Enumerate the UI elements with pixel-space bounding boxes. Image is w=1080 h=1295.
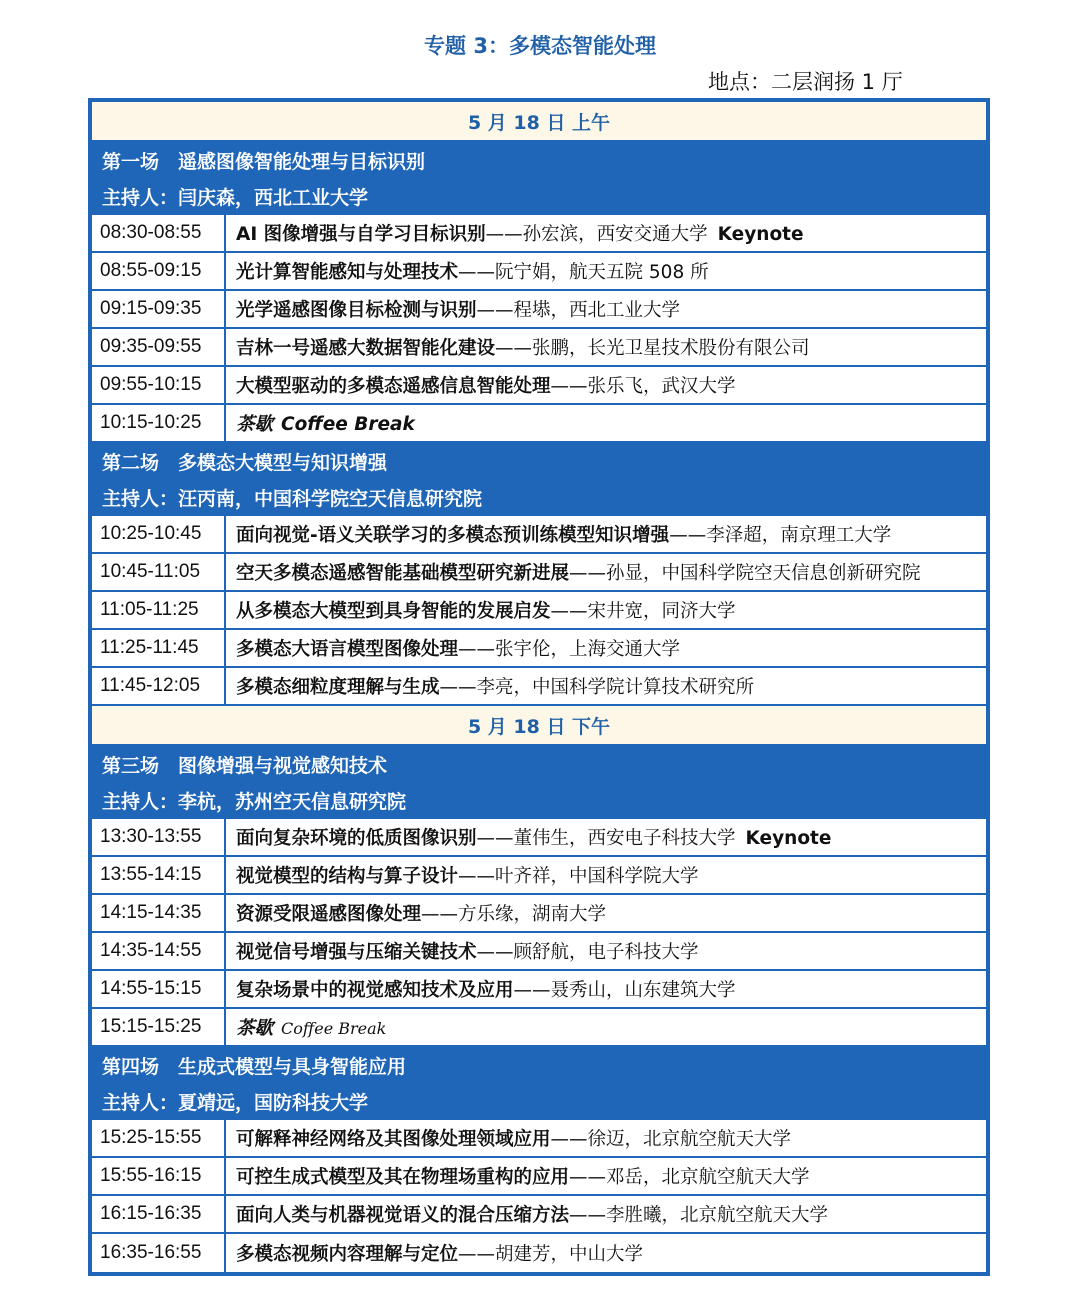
talk-time: 14:55-15:15 — [92, 971, 226, 1007]
session-title — [92, 746, 986, 783]
session-title-text: 第四场 生成式模型与具身智能应用 — [102, 1056, 407, 1078]
topic-title: 专题 3：多模态智能处理 — [424, 34, 656, 58]
talk-title: 空天多模态遥感智能基础模型研究新进展 — [236, 563, 570, 584]
talk-speaker: ——方乐缘，湖南大学 — [421, 904, 607, 925]
talk-speaker: ——张鹏，长光卫星技术股份有限公司 — [495, 338, 810, 359]
talk-content — [226, 1240, 643, 1266]
talk-speaker: ——张乐飞，武汉大学 — [550, 376, 736, 397]
talk-row — [92, 253, 986, 291]
talk-time: 09:55-10:15 — [92, 367, 226, 403]
talk-row — [92, 1158, 986, 1196]
talk-title: 光计算智能感知与处理技术 — [236, 262, 459, 283]
talk-time: 15:55-16:15 — [92, 1158, 226, 1194]
session-title — [92, 443, 986, 480]
break-label-en: Coffee Break — [281, 1019, 387, 1038]
talk-time: 14:35-14:55 — [92, 933, 226, 969]
talk-title: 多模态视频内容理解与定位 — [236, 1244, 459, 1265]
talk-row — [92, 630, 986, 668]
venue-label: 地点：二层润扬 1 厅 — [708, 70, 903, 94]
talk-row — [92, 933, 986, 971]
day-label: 5 月 18 日 下午 — [467, 715, 611, 738]
talk-speaker: ——聂秀山，山东建筑大学 — [513, 980, 736, 1001]
talk-row — [92, 291, 986, 329]
talk-time: 11:05-11:25 — [92, 592, 226, 628]
break-content — [226, 410, 415, 436]
talk-content — [226, 900, 606, 926]
talk-row — [92, 367, 986, 405]
talk-content — [226, 938, 699, 964]
talk-speaker: ——胡建芳，中山大学 — [458, 1244, 644, 1265]
keynote-label: Keynote — [717, 224, 804, 245]
keynote-label: Keynote — [745, 828, 832, 849]
day-header — [92, 706, 986, 746]
talk-title: 可解释神经网络及其图像处理领域应用 — [236, 1129, 551, 1150]
talk-speaker: ——顾舒航，电子科技大学 — [476, 942, 699, 963]
session-title-text: 第二场 多模态大模型与知识增强 — [102, 452, 388, 474]
talk-content — [226, 976, 736, 1002]
talk-content — [226, 673, 754, 699]
session-title — [92, 1047, 986, 1084]
talk-speaker: ——李泽超，南京理工大学 — [669, 525, 892, 546]
talk-time: 10:15-10:25 — [92, 405, 226, 441]
talk-speaker: ——徐迈，北京航空航天大学 — [550, 1129, 792, 1150]
talk-time: 15:15-15:25 — [92, 1009, 226, 1045]
talk-time: 08:55-09:15 — [92, 253, 226, 289]
break-content — [226, 1014, 386, 1040]
talk-title: 大模型驱动的多模态遥感信息智能处理 — [236, 376, 551, 397]
talk-row — [92, 668, 986, 706]
talk-content — [226, 597, 736, 623]
session-host — [92, 480, 986, 516]
talk-speaker: ——宋井宽，同济大学 — [550, 601, 736, 622]
talk-speaker: ——张宇伦，上海交通大学 — [458, 639, 681, 660]
talk-row — [92, 1120, 986, 1158]
break-label: 茶歇 — [236, 1018, 274, 1039]
session-title — [92, 142, 986, 179]
session-host-text: 主持人：闫庆森，西北工业大学 — [102, 186, 369, 209]
talk-time: 10:45-11:05 — [92, 554, 226, 590]
talk-title: AI 图像增强与自学习目标识别 — [236, 224, 486, 245]
session-title-text: 第一场 遥感图像智能处理与目标识别 — [102, 151, 426, 173]
talk-time: 15:25-15:55 — [92, 1120, 226, 1156]
talk-time: 08:30-08:55 — [92, 215, 226, 251]
talk-content — [226, 258, 709, 284]
talk-speaker: ——叶齐祥，中国科学院大学 — [458, 866, 699, 887]
session-host-text: 主持人：李杭，苏州空天信息研究院 — [102, 790, 407, 813]
talk-title: 光学遥感图像目标检测与识别 — [236, 300, 477, 321]
talk-title: 面向视觉-语义关联学习的多模态预训练模型知识增强 — [236, 525, 670, 546]
talk-row — [92, 215, 986, 253]
break-label: 茶歇 — [236, 414, 274, 435]
talk-speaker: ——邓岳，北京航空航天大学 — [569, 1167, 810, 1188]
talk-content — [226, 372, 736, 398]
talk-content — [226, 1201, 828, 1227]
talk-content — [226, 220, 804, 246]
day-label: 5 月 18 日 上午 — [467, 111, 611, 134]
talk-speaker: ——董伟生，西安电子科技大学 — [476, 828, 736, 849]
talk-row — [92, 857, 986, 895]
talk-time: 11:25-11:45 — [92, 630, 226, 666]
session-host-text: 主持人：夏靖远，国防科技大学 — [102, 1091, 369, 1114]
talk-title: 视觉信号增强与压缩关键技术 — [236, 942, 477, 963]
talk-content — [226, 1125, 791, 1151]
talk-time: 09:15-09:35 — [92, 291, 226, 327]
talk-title: 复杂场景中的视觉感知技术及应用 — [236, 980, 514, 1001]
day-header — [92, 102, 986, 142]
talk-speaker: ——孙宏滨，西安交通大学 — [485, 224, 708, 245]
talk-row — [92, 819, 986, 857]
talk-title: 面向人类与机器视觉语义的混合压缩方法 — [236, 1205, 570, 1226]
session-host — [92, 179, 986, 215]
talk-content — [226, 824, 831, 850]
talk-time: 13:30-13:55 — [92, 819, 226, 855]
talk-title: 多模态细粒度理解与生成 — [236, 677, 440, 698]
talk-title: 面向复杂环境的低质图像识别 — [236, 828, 477, 849]
talk-time: 13:55-14:15 — [92, 857, 226, 893]
talk-time: 09:35-09:55 — [92, 329, 226, 365]
talk-time: 14:15-14:35 — [92, 895, 226, 931]
break-row — [92, 1009, 986, 1047]
talk-content — [226, 862, 699, 888]
talk-speaker: ——孙显，中国科学院空天信息创新研究院 — [569, 563, 921, 584]
talk-content — [226, 521, 891, 547]
talk-title: 吉林一号遥感大数据智能化建设 — [236, 338, 496, 359]
talk-row — [92, 895, 986, 933]
session-host — [92, 783, 986, 819]
talk-content — [226, 334, 810, 360]
talk-speaker: ——李亮，中国科学院计算技术研究所 — [439, 677, 755, 698]
talk-title: 从多模态大模型到具身智能的发展启发 — [236, 601, 551, 622]
break-row — [92, 405, 986, 443]
talk-row — [92, 592, 986, 630]
talk-speaker: ——阮宁娟，航天五院 508 所 — [458, 262, 709, 283]
talk-row — [92, 554, 986, 592]
talk-content — [226, 1163, 810, 1189]
talk-row — [92, 1234, 986, 1272]
talk-row — [92, 516, 986, 554]
talk-content — [226, 559, 921, 585]
talk-time: 16:15-16:35 — [92, 1196, 226, 1232]
talk-title: 资源受限遥感图像处理 — [236, 904, 422, 925]
session-title-text: 第三场 图像增强与视觉感知技术 — [102, 755, 388, 777]
talk-content — [226, 296, 680, 322]
session-host — [92, 1084, 986, 1120]
schedule-table — [88, 98, 990, 1276]
session-host-text: 主持人：汪丙南，中国科学院空天信息研究院 — [102, 487, 483, 510]
talk-title: 可控生成式模型及其在物理场重构的应用 — [236, 1167, 570, 1188]
talk-speaker: ——李胜曦，北京航空航天大学 — [569, 1205, 829, 1226]
talk-row — [92, 1196, 986, 1234]
talk-row — [92, 971, 986, 1009]
talk-time: 10:25-10:45 — [92, 516, 226, 552]
talk-speaker: ——程塨，西北工业大学 — [476, 300, 681, 321]
break-label-en: Coffee Break — [281, 414, 415, 435]
talk-title: 多模态大语言模型图像处理 — [236, 639, 459, 660]
talk-time: 11:45-12:05 — [92, 668, 226, 704]
talk-row — [92, 329, 986, 367]
talk-time: 16:35-16:55 — [92, 1234, 226, 1272]
talk-title: 视觉模型的结构与算子设计 — [236, 866, 459, 887]
talk-content — [226, 635, 680, 661]
